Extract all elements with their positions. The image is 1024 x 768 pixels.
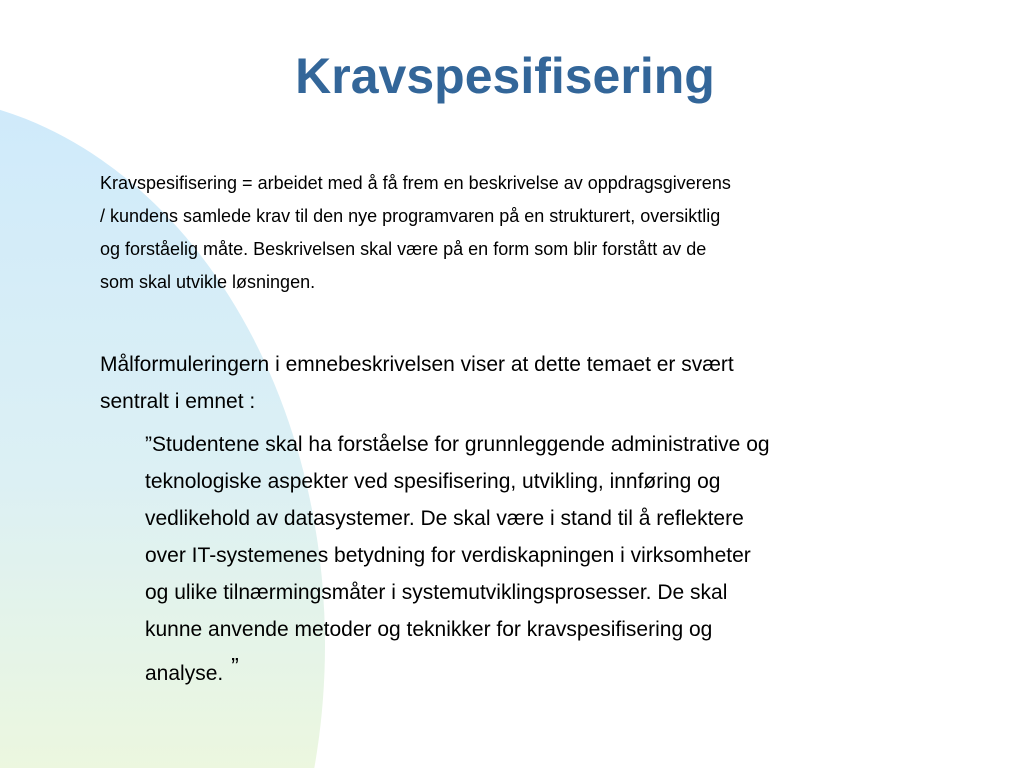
quote-line: analyse.: [145, 662, 224, 685]
definition-line: som skal utvikle løsningen.: [100, 272, 316, 292]
quote-line: kunne anvende metoder og teknikker for kravspesifisering og: [145, 618, 713, 641]
quote-line: ”Studentene skal ha forståelse for grunnleggende administrative og: [145, 433, 770, 456]
quote-line: over IT-systemenes betydning for verdiskapningen i virksomheter: [145, 544, 751, 567]
quote-paragraph: [145, 426, 945, 692]
quote-line: teknologiske aspekter ved spesifisering, utvikling, innføring og: [145, 470, 721, 493]
definition-line: Kravspesifisering = arbeidet med å få frem en beskrivelse av oppdragsgiverens: [100, 173, 731, 193]
definition-line: / kundens samlede krav til den nye programvaren på en strukturert, oversiktlig: [100, 206, 721, 226]
intro-paragraph: [100, 346, 920, 420]
quote-last-line: [145, 648, 945, 692]
definition-line: og forståelig måte. Beskrivelsen skal være på en form som blir forstått av de: [100, 239, 707, 259]
closing-quote-mark: ”: [231, 653, 239, 679]
quote-line: vedlikehold av datasystemer. De skal være i stand til å reflektere: [145, 507, 744, 530]
quote-line: og ulike tilnærmingsmåter i systemutviklingsprosesser. De skal: [145, 581, 728, 604]
slide-title: Kravspesifisering: [295, 48, 715, 104]
intro-line: sentralt i emnet :: [100, 390, 256, 413]
intro-line: Målformuleringern i emnebeskrivelsen viser at dette temaet er svært: [100, 353, 734, 376]
definition-paragraph: [100, 167, 920, 299]
